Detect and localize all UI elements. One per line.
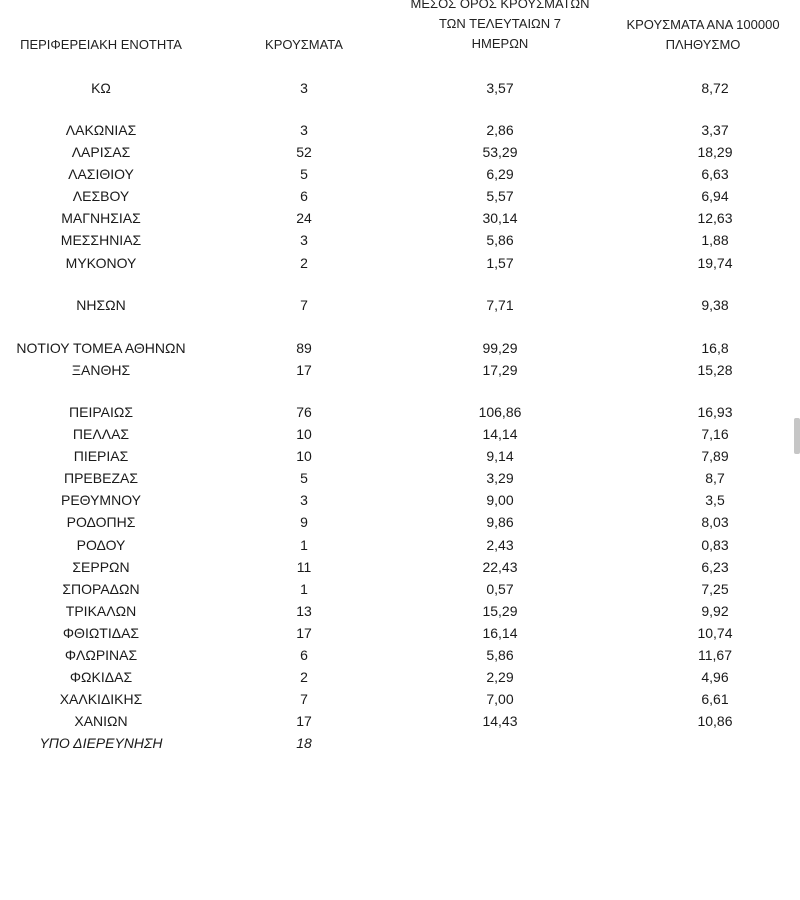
per100k-cell: 1,88 bbox=[701, 232, 729, 248]
per100k-cell: 15,28 bbox=[697, 362, 733, 378]
per100k-cell: 6,23 bbox=[701, 559, 729, 575]
per100k-cell: 7,25 bbox=[701, 581, 729, 597]
avg7-cell: 6,29 bbox=[486, 166, 514, 182]
table-row bbox=[0, 253, 800, 273]
scrollbar-thumb[interactable] bbox=[794, 418, 800, 454]
avg7-cell: 16,14 bbox=[482, 625, 518, 641]
table-row bbox=[0, 360, 800, 380]
cases-cell: 6 bbox=[300, 647, 308, 663]
table-row bbox=[0, 689, 800, 709]
avg7-cell: 14,14 bbox=[482, 426, 518, 442]
cases-cell: 3 bbox=[300, 80, 308, 96]
avg7-cell: 5,86 bbox=[486, 647, 514, 663]
avg7-cell: 0,57 bbox=[486, 581, 514, 597]
region-cell: ΡΕΘΥΜΝΟΥ bbox=[60, 492, 141, 508]
cases-cell: 10 bbox=[296, 426, 312, 442]
region-cell: ΡΟΔΟΠΗΣ bbox=[66, 514, 136, 530]
per100k-cell: 9,92 bbox=[701, 603, 729, 619]
per100k-cell: 16,8 bbox=[701, 340, 729, 356]
per100k-cell: 18,29 bbox=[697, 144, 733, 160]
table-row bbox=[0, 120, 800, 140]
per100k-cell: 3,37 bbox=[701, 122, 729, 138]
avg7-cell: 17,29 bbox=[482, 362, 518, 378]
region-cell: ΡΟΔΟΥ bbox=[76, 537, 126, 553]
region-cell: ΝΗΣΩΝ bbox=[76, 297, 126, 313]
table-row bbox=[0, 186, 800, 206]
cases-cell: 76 bbox=[296, 404, 312, 420]
cases-cell: 11 bbox=[296, 559, 312, 575]
header-cases-line: ΚΡΟΥΣΜΑΤΑ bbox=[265, 37, 343, 52]
avg7-cell: 14,43 bbox=[482, 713, 518, 729]
per100k-cell: 6,61 bbox=[701, 691, 729, 707]
avg7-cell: 7,71 bbox=[486, 297, 514, 313]
region-cell: ΝΟΤΙΟΥ ΤΟΜΕΑ ΑΘΗΝΩΝ bbox=[16, 340, 186, 356]
header-per100k bbox=[606, 15, 800, 55]
avg7-cell: 9,86 bbox=[486, 514, 514, 530]
per100k-cell: 11,67 bbox=[698, 647, 732, 663]
cases-cell: 3 bbox=[300, 122, 308, 138]
table-row bbox=[0, 142, 800, 162]
per100k-cell: 9,38 bbox=[701, 297, 729, 313]
per100k-cell: 10,74 bbox=[697, 625, 733, 641]
cases-cell: 7 bbox=[300, 691, 308, 707]
region-cell: ΠΕΛΛΑΣ bbox=[72, 426, 130, 442]
region-cell: ΚΩ bbox=[91, 80, 111, 96]
avg7-cell: 7,00 bbox=[486, 691, 514, 707]
per100k-cell: 16,93 bbox=[697, 404, 733, 420]
avg7-cell: 53,29 bbox=[482, 144, 518, 160]
table-row bbox=[0, 230, 800, 250]
per100k-cell: 19,74 bbox=[697, 255, 733, 271]
cases-cell: 5 bbox=[300, 166, 308, 182]
avg7-cell: 5,57 bbox=[486, 188, 514, 204]
cases-cell: 6 bbox=[300, 188, 308, 204]
table-row bbox=[0, 490, 800, 510]
cases-cell: 13 bbox=[296, 603, 312, 619]
region-cell: ΥΠΟ ΔΙΕΡΕΥΝΗΣΗ bbox=[39, 735, 163, 751]
avg7-cell: 5,86 bbox=[486, 232, 514, 248]
region-cell: ΦΘΙΩΤΙΔΑΣ bbox=[62, 625, 140, 641]
cases-cell: 1 bbox=[300, 581, 308, 597]
table-row bbox=[0, 601, 800, 621]
region-cell: ΧΑΛΚΙΔΙΚΗΣ bbox=[59, 691, 143, 707]
per100k-cell: 7,16 bbox=[701, 426, 729, 442]
cases-cell: 24 bbox=[296, 210, 312, 226]
region-cell: ΛΕΣΒΟΥ bbox=[72, 188, 130, 204]
avg7-cell: 9,14 bbox=[486, 448, 514, 464]
avg7-cell: 106,86 bbox=[478, 404, 522, 420]
header-avg7 bbox=[395, 0, 605, 54]
table-row bbox=[0, 338, 800, 358]
per100k-cell: 4,96 bbox=[701, 669, 729, 685]
table-row bbox=[0, 557, 800, 577]
table-row bbox=[0, 424, 800, 444]
table-row bbox=[0, 468, 800, 488]
header-per100k-line: ΠΛΗΘΥΣΜΟ bbox=[665, 37, 741, 52]
cases-cell: 10 bbox=[296, 448, 312, 464]
region-cell: ΠΕΙΡΑΙΩΣ bbox=[69, 404, 133, 420]
per100k-cell: 10,86 bbox=[697, 713, 733, 729]
avg7-cell: 22,43 bbox=[482, 559, 518, 575]
header-avg7-line: ΤΩΝ ΤΕΛΕΥΤΑΙΩΝ 7 bbox=[438, 16, 562, 31]
avg7-cell: 2,86 bbox=[486, 122, 514, 138]
table-row bbox=[0, 535, 800, 555]
region-cell: ΠΡΕΒΕΖΑΣ bbox=[63, 470, 138, 486]
table-row bbox=[0, 78, 800, 98]
cases-cell: 5 bbox=[300, 470, 308, 486]
per100k-cell: 12,63 bbox=[697, 210, 733, 226]
table-row bbox=[0, 733, 800, 753]
per100k-cell: 6,63 bbox=[701, 166, 729, 182]
region-cell: ΣΕΡΡΩΝ bbox=[72, 559, 130, 575]
per100k-cell: 6,94 bbox=[701, 188, 729, 204]
region-cell: ΜΑΓΝΗΣΙΑΣ bbox=[61, 210, 141, 226]
region-cell: ΦΩΚΙΔΑΣ bbox=[69, 669, 133, 685]
per100k-cell: 8,7 bbox=[705, 470, 725, 486]
region-cell: ΛΑΚΩΝΙΑΣ bbox=[65, 122, 137, 138]
table-row bbox=[0, 512, 800, 532]
cases-cell: 17 bbox=[296, 625, 312, 641]
table-row bbox=[0, 711, 800, 731]
table-row bbox=[0, 446, 800, 466]
cases-cell: 17 bbox=[296, 362, 312, 378]
cases-cell: 7 bbox=[300, 297, 308, 313]
header-region bbox=[0, 35, 202, 55]
avg7-cell: 3,29 bbox=[486, 470, 514, 486]
table-row bbox=[0, 208, 800, 228]
cases-cell: 17 bbox=[296, 713, 312, 729]
region-cell: ΞΑΝΘΗΣ bbox=[71, 362, 131, 378]
cases-cell: 3 bbox=[300, 492, 308, 508]
avg7-cell: 30,14 bbox=[482, 210, 518, 226]
cases-cell: 89 bbox=[296, 340, 312, 356]
region-cell: ΧΑΝΙΩΝ bbox=[74, 713, 128, 729]
header-region-line: ΠΕΡΙΦΕΡΕΙΑΚΗ ΕΝΟΤΗΤΑ bbox=[20, 37, 182, 52]
cases-cell: 3 bbox=[300, 232, 308, 248]
region-cell: ΛΑΡΙΣΑΣ bbox=[71, 144, 131, 160]
region-cell: ΜΕΣΣΗΝΙΑΣ bbox=[60, 232, 142, 248]
avg7-cell: 99,29 bbox=[482, 340, 518, 356]
cases-cell: 9 bbox=[300, 514, 308, 530]
cases-cell: 2 bbox=[300, 669, 308, 685]
avg7-cell: 2,43 bbox=[486, 537, 514, 553]
cases-cell: 2 bbox=[300, 255, 308, 271]
region-cell: ΣΠΟΡΑΔΩΝ bbox=[62, 581, 140, 597]
region-cell: ΦΛΩΡΙΝΑΣ bbox=[64, 647, 138, 663]
region-cell: ΛΑΣΙΘΙΟΥ bbox=[68, 166, 134, 182]
avg7-cell: 1,57 bbox=[486, 255, 514, 271]
per100k-cell: 8,03 bbox=[701, 514, 729, 530]
table-row bbox=[0, 402, 800, 422]
table-row bbox=[0, 295, 800, 315]
avg7-cell: 2,29 bbox=[486, 669, 514, 685]
table-row bbox=[0, 645, 800, 665]
table-row bbox=[0, 164, 800, 184]
per100k-cell: 3,5 bbox=[705, 492, 725, 508]
per100k-cell: 0,83 bbox=[701, 537, 729, 553]
table-row bbox=[0, 623, 800, 643]
table-row bbox=[0, 667, 800, 687]
avg7-cell: 15,29 bbox=[482, 603, 518, 619]
header-cases bbox=[256, 35, 352, 55]
cases-cell: 18 bbox=[296, 735, 312, 751]
table-row bbox=[0, 579, 800, 599]
cases-cell: 1 bbox=[300, 537, 308, 553]
per100k-cell: 7,89 bbox=[701, 448, 729, 464]
region-cell: ΤΡΙΚΑΛΩΝ bbox=[65, 603, 137, 619]
region-cell: ΠΙΕΡΙΑΣ bbox=[73, 448, 129, 464]
avg7-cell: 9,00 bbox=[486, 492, 514, 508]
per100k-cell: 8,72 bbox=[701, 80, 729, 96]
header-avg7-line: ΜΕΣΟΣ ΟΡΟΣ ΚΡΟΥΣΜΑΤΩΝ bbox=[410, 0, 590, 11]
header-avg7-line: ΗΜΕΡΩΝ bbox=[471, 36, 529, 51]
region-cell: ΜΥΚΟΝΟΥ bbox=[65, 255, 137, 271]
cases-cell: 52 bbox=[296, 144, 312, 160]
header-per100k-line: ΚΡΟΥΣΜΑΤΑ ΑΝΑ 100000 bbox=[626, 17, 780, 32]
avg7-cell: 3,57 bbox=[486, 80, 514, 96]
